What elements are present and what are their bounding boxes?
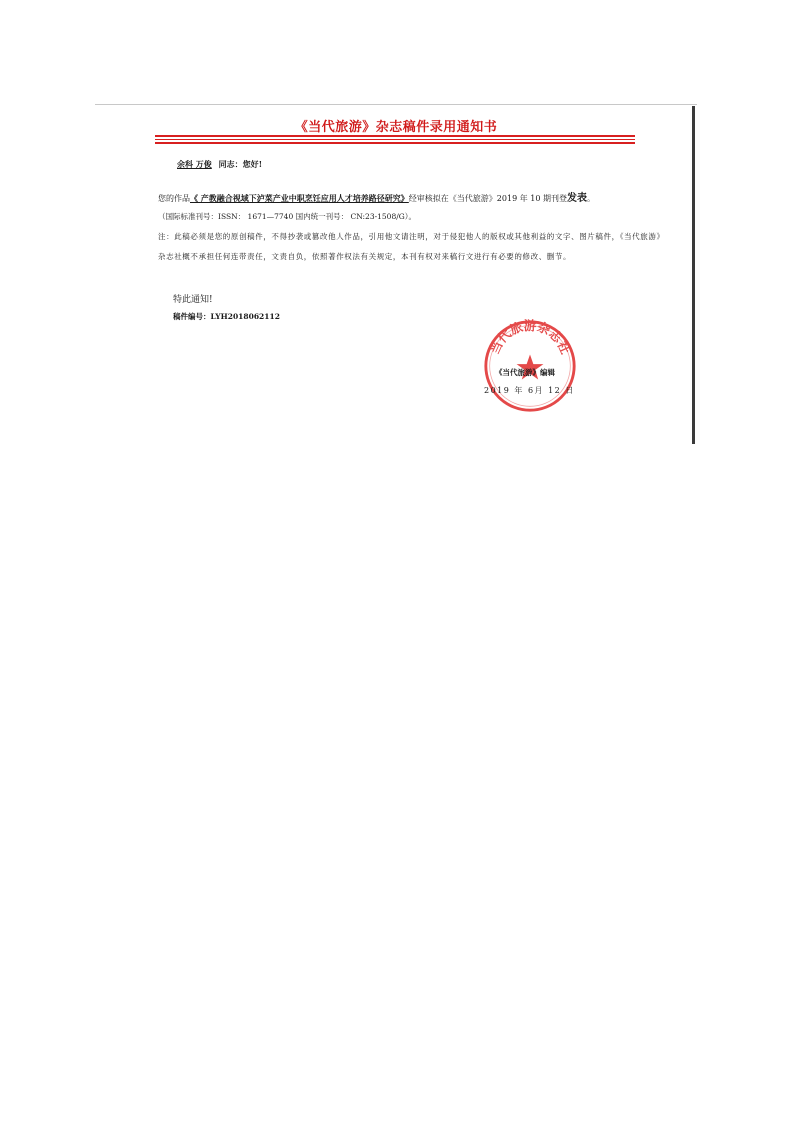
issn-line: （国际标准刊号：ISSN： 1671—7740 国内统一刊号： CN:23-1508/G）。 bbox=[158, 212, 416, 221]
seal-text: 当代旅游杂志社 bbox=[486, 318, 574, 357]
manuscript-code: 稿件编号：LYH2018062112 bbox=[173, 312, 280, 321]
official-seal-icon bbox=[482, 318, 578, 414]
notice-title: 《当代旅游》杂志稿件录用通知书 bbox=[294, 120, 498, 135]
note-paragraph: 注：此稿必须是您的原创稿件，不得抄袭或篡改他人作品，引用他文请注明，对于侵犯他人的版权或其他利益的文字、图片稿件，《当代旅游》杂志社概不承担任何连带责任，文责自负，依照著作权法有关规定，本刊有权对来稿行文进行有必要的修改、删节。 bbox=[158, 232, 661, 261]
title-rule-2 bbox=[155, 139, 635, 140]
scanned-notice bbox=[95, 104, 697, 444]
work-title: 《 产教融合视域下泸菜产业中职烹饪应用人才培养路径研究》 bbox=[190, 193, 409, 203]
title-rule-1 bbox=[155, 135, 635, 137]
publish-word: 发表 bbox=[566, 193, 587, 204]
salutation bbox=[173, 159, 262, 170]
svg-text:当代旅游杂志社 bbox=[487, 318, 574, 357]
body-middle: 经审核拟在《当代旅游》2019 年 10 期刊登 bbox=[408, 194, 567, 203]
notify-line: 特此通知! bbox=[173, 295, 213, 305]
greeting: 同志：您好! bbox=[218, 159, 263, 169]
issue-date: 2019 年 6月 12 日 bbox=[484, 386, 575, 395]
author-names: 余科 万俊 bbox=[177, 159, 212, 169]
top-border bbox=[95, 104, 697, 105]
body-end: 。 bbox=[586, 194, 595, 203]
editor-signoff: 《当代旅游》编辑 bbox=[495, 368, 555, 377]
acceptance-paragraph bbox=[158, 193, 658, 204]
title-rule-3 bbox=[155, 142, 635, 144]
body-prefix: 您的作品 bbox=[158, 194, 190, 203]
right-edge-shadow bbox=[692, 106, 695, 444]
